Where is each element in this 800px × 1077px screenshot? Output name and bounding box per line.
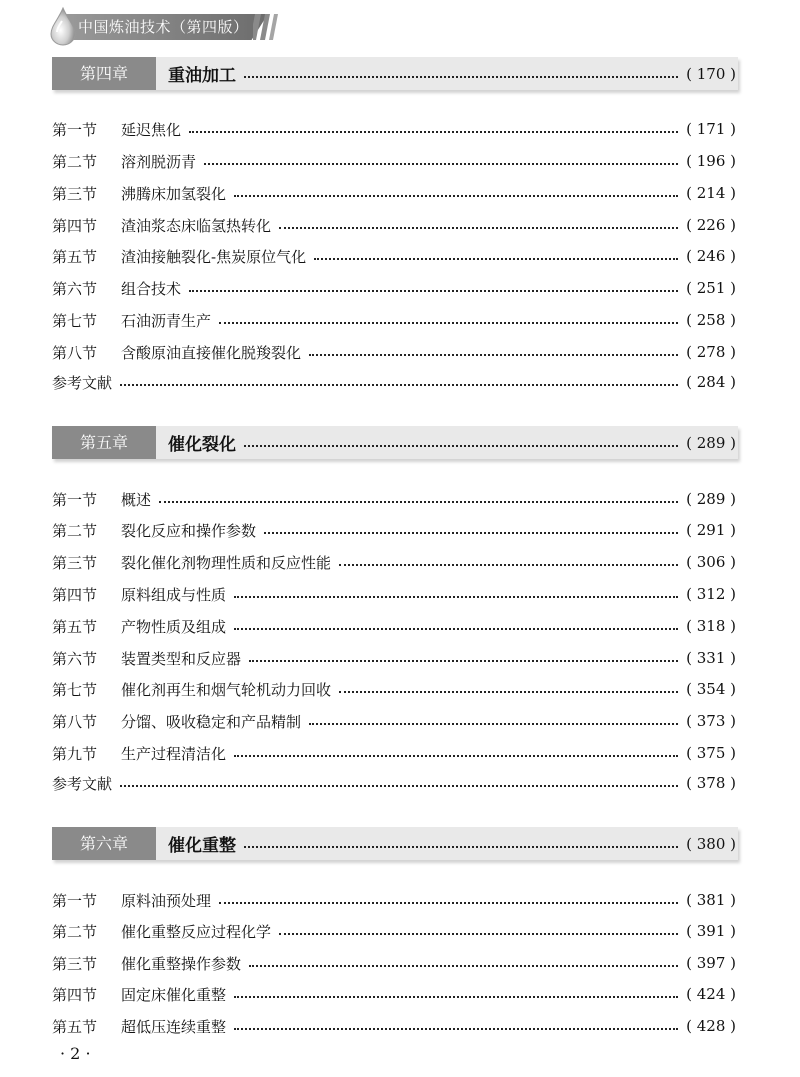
- section-title: 参考文献: [52, 774, 113, 793]
- toc-entry[interactable]: [52, 614, 738, 638]
- dot-leader: [244, 76, 678, 78]
- page-ref: ( 428 ): [686, 1017, 736, 1035]
- toc-entry[interactable]: [52, 550, 738, 574]
- section-title: 沸腾床加氢裂化: [121, 184, 227, 203]
- page-ref: ( 306 ): [686, 553, 736, 571]
- section-label: 第三节: [52, 954, 98, 973]
- chapter-number: 第四章: [52, 57, 156, 90]
- section-title: 超低压连续重整: [121, 1017, 227, 1036]
- dot-leader: [309, 354, 678, 356]
- section-label: 第一节: [52, 490, 98, 509]
- toc-entry[interactable]: [52, 677, 738, 701]
- toc-entry[interactable]: [52, 582, 738, 606]
- toc-entry[interactable]: [52, 308, 738, 332]
- page-ref: ( 289 ): [686, 490, 736, 508]
- page-number: · 2 ·: [60, 1044, 91, 1063]
- page-ref: ( 226 ): [686, 216, 736, 234]
- section-label: 第一节: [52, 120, 98, 139]
- section-label: 第三节: [52, 553, 98, 572]
- toc-entry[interactable]: [52, 951, 738, 975]
- toc-entry-references[interactable]: [52, 370, 738, 394]
- chapter-heading[interactable]: [52, 57, 738, 90]
- toc-entry[interactable]: [52, 1014, 738, 1038]
- section-title: 延迟焦化: [121, 120, 182, 139]
- section-label: 第七节: [52, 311, 98, 330]
- section-label: 第二节: [52, 521, 98, 540]
- chapter-number: 第五章: [52, 426, 156, 459]
- section-title: 参考文献: [52, 373, 113, 392]
- section-label: 第八节: [52, 712, 98, 731]
- dot-leader: [234, 755, 678, 757]
- section-title: 裂化催化剂物理性质和反应性能: [121, 553, 332, 572]
- dot-leader: [249, 660, 678, 662]
- section-label: 第八节: [52, 343, 98, 362]
- chapter-title: 催化重整: [168, 836, 236, 856]
- dot-leader: [189, 131, 678, 133]
- section-label: 第四节: [52, 585, 98, 604]
- chapter-title: 催化裂化: [168, 435, 236, 455]
- section-label: 第九节: [52, 744, 98, 763]
- toc-entry[interactable]: [52, 888, 738, 912]
- section-title: 组合技术: [121, 279, 182, 298]
- dot-leader: [234, 628, 678, 630]
- section-title: 装置类型和反应器: [121, 649, 242, 668]
- page-ref: ( 284 ): [686, 373, 736, 391]
- toc-entry[interactable]: [52, 518, 738, 542]
- section-label: 第六节: [52, 649, 98, 668]
- dot-leader: [189, 290, 678, 292]
- page-ref: ( 246 ): [686, 247, 736, 265]
- section-title: 概述: [121, 490, 152, 509]
- section-title: 溶剂脱沥青: [121, 152, 197, 171]
- running-header: [48, 6, 288, 46]
- section-title: 催化重整反应过程化学: [121, 922, 272, 941]
- page-ref: ( 170 ): [686, 64, 736, 83]
- dot-leader: [264, 532, 678, 534]
- dot-leader: [120, 785, 678, 787]
- section-title: 渣油浆态床临氢热转化: [121, 216, 272, 235]
- dot-leader: [279, 227, 678, 229]
- page-ref: ( 380 ): [686, 834, 736, 853]
- page-ref: ( 424 ): [686, 985, 736, 1003]
- dot-leader: [234, 195, 678, 197]
- section-title: 产物性质及组成: [121, 617, 227, 636]
- section-label: 第三节: [52, 184, 98, 203]
- page-ref: ( 397 ): [686, 954, 736, 972]
- toc-entry[interactable]: [52, 149, 738, 173]
- page-ref: ( 196 ): [686, 152, 736, 170]
- toc-entry[interactable]: [52, 741, 738, 765]
- header-stripes: [253, 14, 293, 40]
- page-ref: ( 331 ): [686, 649, 736, 667]
- dot-leader: [234, 996, 678, 998]
- section-label: 第二节: [52, 152, 98, 171]
- section-label: 第六节: [52, 279, 98, 298]
- dot-leader: [219, 902, 678, 904]
- section-title: 生产过程清洁化: [121, 744, 227, 763]
- toc-entry[interactable]: [52, 244, 738, 268]
- page-ref: ( 251 ): [686, 279, 736, 297]
- toc-entry[interactable]: [52, 213, 738, 237]
- section-label: 第四节: [52, 216, 98, 235]
- page-ref: ( 375 ): [686, 744, 736, 762]
- section-label: 第五节: [52, 1017, 98, 1036]
- section-title: 催化重整操作参数: [121, 954, 242, 973]
- section-title: 分馏、吸收稳定和产品精制: [121, 712, 302, 731]
- section-title: 原料油预处理: [121, 891, 212, 910]
- section-title: 渣油接触裂化-焦炭原位气化: [121, 247, 307, 266]
- header-title: 中国炼油技术（第四版）: [78, 18, 249, 36]
- page-ref: ( 354 ): [686, 680, 736, 698]
- page-ref: ( 289 ): [686, 433, 736, 452]
- toc-entry[interactable]: [52, 982, 738, 1006]
- toc-entry[interactable]: [52, 709, 738, 733]
- page-ref: ( 214 ): [686, 184, 736, 202]
- page-ref: ( 391 ): [686, 922, 736, 940]
- chapter-number: 第六章: [52, 827, 156, 860]
- dot-leader: [244, 445, 678, 447]
- section-title: 固定床催化重整: [121, 985, 227, 1004]
- toc-entry[interactable]: [52, 276, 738, 300]
- toc-entry[interactable]: [52, 919, 738, 943]
- dot-leader: [279, 933, 678, 935]
- section-title: 含酸原油直接催化脱羧裂化: [121, 343, 302, 362]
- section-title: 催化剂再生和烟气轮机动力回收: [121, 680, 332, 699]
- dot-leader: [244, 846, 678, 848]
- page-ref: ( 291 ): [686, 521, 736, 539]
- section-label: 第四节: [52, 985, 98, 1004]
- oil-drop-icon: [48, 6, 78, 46]
- page-ref: ( 171 ): [686, 120, 736, 138]
- section-label: 第五节: [52, 247, 98, 266]
- dot-leader: [234, 1028, 678, 1030]
- section-label: 第七节: [52, 680, 98, 699]
- dot-leader: [314, 258, 678, 260]
- dot-leader: [234, 596, 678, 598]
- dot-leader: [120, 384, 678, 386]
- toc-entry[interactable]: [52, 181, 738, 205]
- section-title: 原料组成与性质: [121, 585, 227, 604]
- section-title: 裂化反应和操作参数: [121, 521, 257, 540]
- dot-leader: [309, 723, 678, 725]
- page-ref: ( 378 ): [686, 774, 736, 792]
- page-ref: ( 278 ): [686, 343, 736, 361]
- chapter-heading[interactable]: [52, 426, 738, 459]
- section-title: 石油沥青生产: [121, 311, 212, 330]
- page-ref: ( 258 ): [686, 311, 736, 329]
- dot-leader: [219, 322, 678, 324]
- dot-leader: [339, 691, 678, 693]
- page-ref: ( 381 ): [686, 891, 736, 909]
- dot-leader: [339, 564, 678, 566]
- section-label: 第一节: [52, 891, 98, 910]
- section-label: 第五节: [52, 617, 98, 636]
- section-label: 第二节: [52, 922, 98, 941]
- page-ref: ( 318 ): [686, 617, 736, 635]
- dot-leader: [159, 501, 678, 503]
- toc-entry[interactable]: [52, 117, 738, 141]
- page-ref: ( 373 ): [686, 712, 736, 730]
- toc-entry[interactable]: [52, 340, 738, 364]
- chapter-title: 重油加工: [168, 66, 236, 86]
- page-ref: ( 312 ): [686, 585, 736, 603]
- dot-leader: [204, 163, 678, 165]
- toc-entry-references[interactable]: [52, 771, 738, 795]
- dot-leader: [249, 965, 678, 967]
- toc-entry[interactable]: [52, 646, 738, 670]
- toc-entry[interactable]: [52, 487, 738, 511]
- chapter-heading[interactable]: [52, 827, 738, 860]
